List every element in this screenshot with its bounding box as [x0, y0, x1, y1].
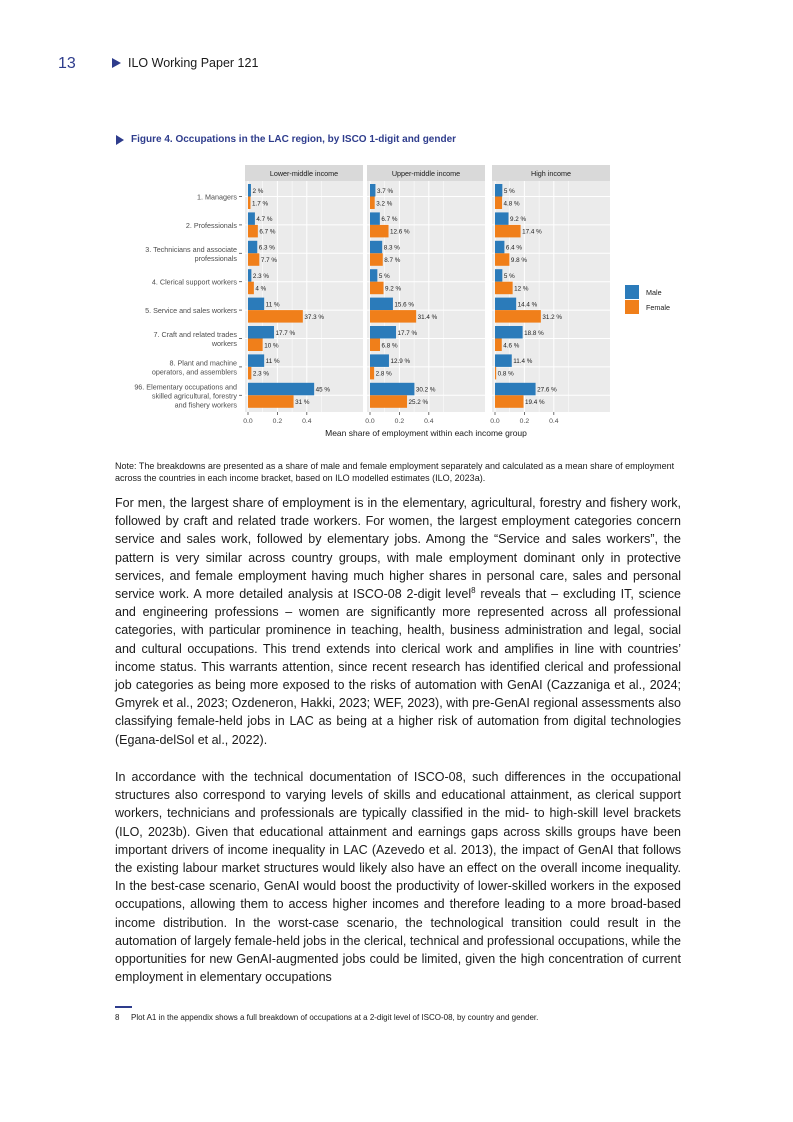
paragraph-1 [115, 494, 681, 749]
bar-female [370, 225, 389, 238]
data-label: 9.8 % [510, 257, 528, 265]
x-tick-label: 0.4 [549, 418, 559, 425]
data-label: 12.9 % [390, 358, 411, 366]
bar-male [370, 212, 380, 225]
page-number: 13 [58, 55, 76, 72]
header-triangle-icon [112, 58, 121, 68]
bar-male [248, 354, 264, 367]
occupation-chart [115, 160, 685, 445]
figure-note: Note: The breakdowns are presented as a share of male and female employment separately and calculated as a mean share of employment across the countries in each income bracket, based on ILO modelled estimates (ILO, 2023a). [115, 461, 675, 483]
facet-label: Upper-middle income [391, 169, 461, 178]
bar-male [248, 212, 255, 225]
bar-female [370, 339, 380, 352]
bar-male [495, 184, 502, 197]
category-label: 4. Clerical support workers [151, 277, 237, 287]
category-label: 1. Managers [197, 192, 237, 202]
bar-female [495, 339, 502, 352]
data-label: 12 % [514, 285, 529, 293]
data-label: 1.7 % [251, 200, 269, 208]
bar-male [370, 184, 375, 197]
category-label: 96. Elementary occupations and [134, 382, 237, 392]
paragraph-2: In accordance with the technical documentation of ISCO-08, such differences in the occupational structures also correspond to varying levels of skills and educational attainment, as clerical support workers, technicians and professionals are typically classified in the mid- to high-skill level brackets (ILO, 2023b). Given that educational attainment and earnings gaps across skills groups have been important drivers of income inequality in LAC (Azevedo et al. 2013), the impact of GenAI that follows the existing labour market structures would likely also have an effect on the overall income inequality. In the best-case scenario, GenAI would boost the productivity of lower-skilled workers in the exposed occupations, allowing them to access higher incomes and therefore leading to a more broad-based income distribution. In the worst-case scenario, the technological transition could result in the automation of largely female-held jobs in the clerical, technical and professional occupations, while the opportunities for new GenAI-augmented jobs could be limited, given the high concentration of current employment in elementary occupations [115, 770, 681, 985]
data-label: 6.4 % [505, 244, 523, 252]
bar-female [495, 225, 521, 238]
data-label: 17.7 % [275, 329, 296, 337]
data-label: 31 % [295, 399, 310, 407]
paragraph-1-part-a: For men, the largest share of employment is in the elementary, agricultural, forestry and fishery work, followed by craft and related trade workers. For women, the largest employment categories concern service and sales work, followed by elementary jobs. Among the “Service and sales workers”, the pattern is very similar across country groups, with male employment dominant only in protective services, and female employment having much higher shares in personal care, sales and personal service work. A more detailed analysis at ISCO-08 2-digit level [115, 496, 681, 602]
bar-female [370, 310, 416, 323]
legend-swatch-male [625, 285, 639, 299]
bar-female [495, 197, 502, 210]
bar-female [495, 310, 541, 323]
paragraph-1-part-b: reveals that – excluding IT, science and engineering professions – women are significantly more represented across all professional categories, with particular prominence in teaching, health, business administration and legal, social and cultural occupations. This trend extends into clerical work and amplifies in line with countries’ income status. This warrants attention, since recent research has identified clerical and professional job categories as being more exposed to the risks of automation with GenAI (Cazzaniga et al., 2024; Gmyrek et al., 2023; Ozdeneron, Hakki, 2023; WEF, 2023), with pre-GenAI regional assessments also classifying female-held jobs in LAC as being at a higher risk of automation from digital technologies (Egana-delSol et al., 2022). [115, 587, 681, 747]
bar-female [370, 282, 384, 295]
bar-male [248, 383, 314, 396]
legend-label: Male [646, 288, 662, 297]
facet-label: Lower-middle income [269, 169, 339, 178]
data-label: 3.7 % [376, 187, 394, 195]
data-label: 25.2 % [408, 399, 429, 407]
bar-female [370, 367, 374, 380]
bar-female [495, 282, 513, 295]
footnote-text: Plot A1 in the appendix shows a full breakdown of occupations at a 2-digit level of ISCO-08, by country and gender. [131, 1013, 539, 1022]
data-label: 5 % [503, 187, 515, 195]
category-label: professionals [194, 253, 237, 263]
bar-male [248, 326, 274, 339]
bar-female [248, 253, 259, 265]
x-tick-label: 0.0 [243, 418, 253, 425]
data-label: 8.3 % [383, 244, 400, 252]
category-label: workers [211, 339, 237, 348]
footnote-ref[interactable]: 8 [471, 585, 476, 595]
footnote [115, 1013, 681, 1022]
category-label: skilled agricultural, forestry [151, 391, 237, 401]
footnote-number: 8 [115, 1013, 120, 1022]
data-label: 6.3 % [258, 244, 275, 252]
figure-title-text: Figure 4. Occupations in the LAC region, by ISCO 1-digit and gender [131, 134, 457, 145]
bar-male [248, 241, 257, 254]
category-label: and fishery workers [174, 400, 237, 410]
running-header [112, 56, 258, 70]
bar-male [495, 298, 516, 311]
facet-label: High income [531, 169, 571, 178]
legend-label: Female [646, 303, 670, 312]
category-label: 5. Service and sales workers [145, 306, 237, 316]
bar-male [495, 241, 504, 254]
data-label: 45 % [315, 386, 331, 394]
bar-female [248, 310, 303, 323]
data-label: 19.4 % [525, 399, 545, 407]
category-label: 8. Plant and machine [169, 358, 237, 368]
bar-male [370, 354, 389, 367]
data-label: 2.3 % [252, 272, 269, 280]
bar-male [370, 269, 377, 282]
bar-male [248, 269, 251, 282]
bar-male [370, 383, 414, 396]
running-title: ILO Working Paper 121 [128, 56, 259, 70]
data-label: 4.8 % [503, 200, 520, 208]
data-label: 8.7 % [384, 257, 401, 265]
data-label: 11 % [265, 301, 280, 309]
data-label: 31.2 % [542, 313, 562, 321]
x-tick-label: 0.2 [394, 418, 405, 425]
data-label: 6.7 % [259, 228, 276, 236]
footnote-rule [115, 1006, 132, 1008]
category-label: 2. Professionals [185, 220, 237, 230]
bar-male [370, 298, 393, 311]
data-label: 2.3 % [252, 370, 269, 378]
bar-female [248, 395, 294, 408]
data-label: 2.8 % [375, 370, 392, 378]
data-label: 9.2 % [510, 216, 527, 224]
data-label: 37.3 % [304, 313, 324, 321]
x-axis-title: Mean share of employment within each income group [325, 428, 527, 438]
data-label: 2 % [252, 187, 264, 195]
x-tick-label: 0.0 [490, 418, 500, 425]
data-label: 3.2 % [376, 200, 393, 208]
data-label: 6.8 % [381, 342, 398, 350]
data-label: 7.7 % [260, 257, 277, 265]
x-tick-label: 0.2 [272, 418, 283, 425]
data-label: 6.7 % [381, 216, 398, 224]
x-tick-label: 0.4 [424, 418, 434, 425]
bar-male [248, 184, 251, 197]
bar-female [248, 197, 250, 210]
bar-female [370, 395, 407, 408]
legend-swatch-female [625, 300, 639, 314]
data-label: 17.4 % [522, 228, 542, 236]
bar-female [495, 367, 496, 380]
x-tick-label: 0.4 [302, 418, 312, 425]
category-label: operators, and assemblers [151, 367, 237, 377]
bar-female [495, 395, 524, 408]
data-label: 4.6 % [503, 342, 520, 350]
bar-female [248, 225, 258, 238]
data-label: 18.8 % [524, 329, 544, 337]
bar-female [370, 197, 375, 210]
data-label: 11 % [265, 358, 280, 366]
figure-triangle-icon [116, 135, 124, 145]
bar-female [248, 367, 251, 380]
bar-male [495, 354, 512, 367]
data-label: 27.6 % [537, 386, 557, 394]
x-tick-label: 0.2 [519, 418, 530, 425]
bar-female [370, 253, 383, 265]
bar-male [248, 298, 264, 311]
data-label: 4.7 % [256, 216, 273, 224]
bar-male [370, 241, 382, 254]
data-label: 12.6 % [390, 228, 410, 236]
bar-male [495, 269, 502, 282]
data-label: 17.7 % [397, 329, 418, 337]
bar-male [495, 383, 536, 396]
data-label: 5 % [378, 272, 390, 280]
bar-female [248, 282, 254, 295]
data-label: 10 % [264, 342, 279, 350]
data-label: 14.4 % [517, 301, 538, 309]
data-label: 0.8 % [497, 370, 514, 378]
data-label: 31.4 % [417, 313, 438, 321]
category-label: 7. Craft and related trades [153, 330, 237, 339]
data-label: 5 % [503, 272, 515, 280]
data-label: 30.2 % [415, 386, 436, 394]
bar-male [370, 326, 396, 339]
bar-female [248, 339, 263, 352]
data-label: 4 % [255, 285, 267, 293]
x-tick-label: 0.0 [365, 418, 375, 425]
data-label: 9.2 % [385, 285, 402, 293]
bar-male [495, 326, 523, 339]
bar-male [495, 212, 509, 225]
figure-title [116, 134, 456, 145]
bar-female [495, 253, 509, 265]
data-label: 15.6 % [394, 301, 415, 309]
data-label: 11.4 % [513, 358, 533, 366]
category-label: 3. Technicians and associate [145, 244, 237, 254]
